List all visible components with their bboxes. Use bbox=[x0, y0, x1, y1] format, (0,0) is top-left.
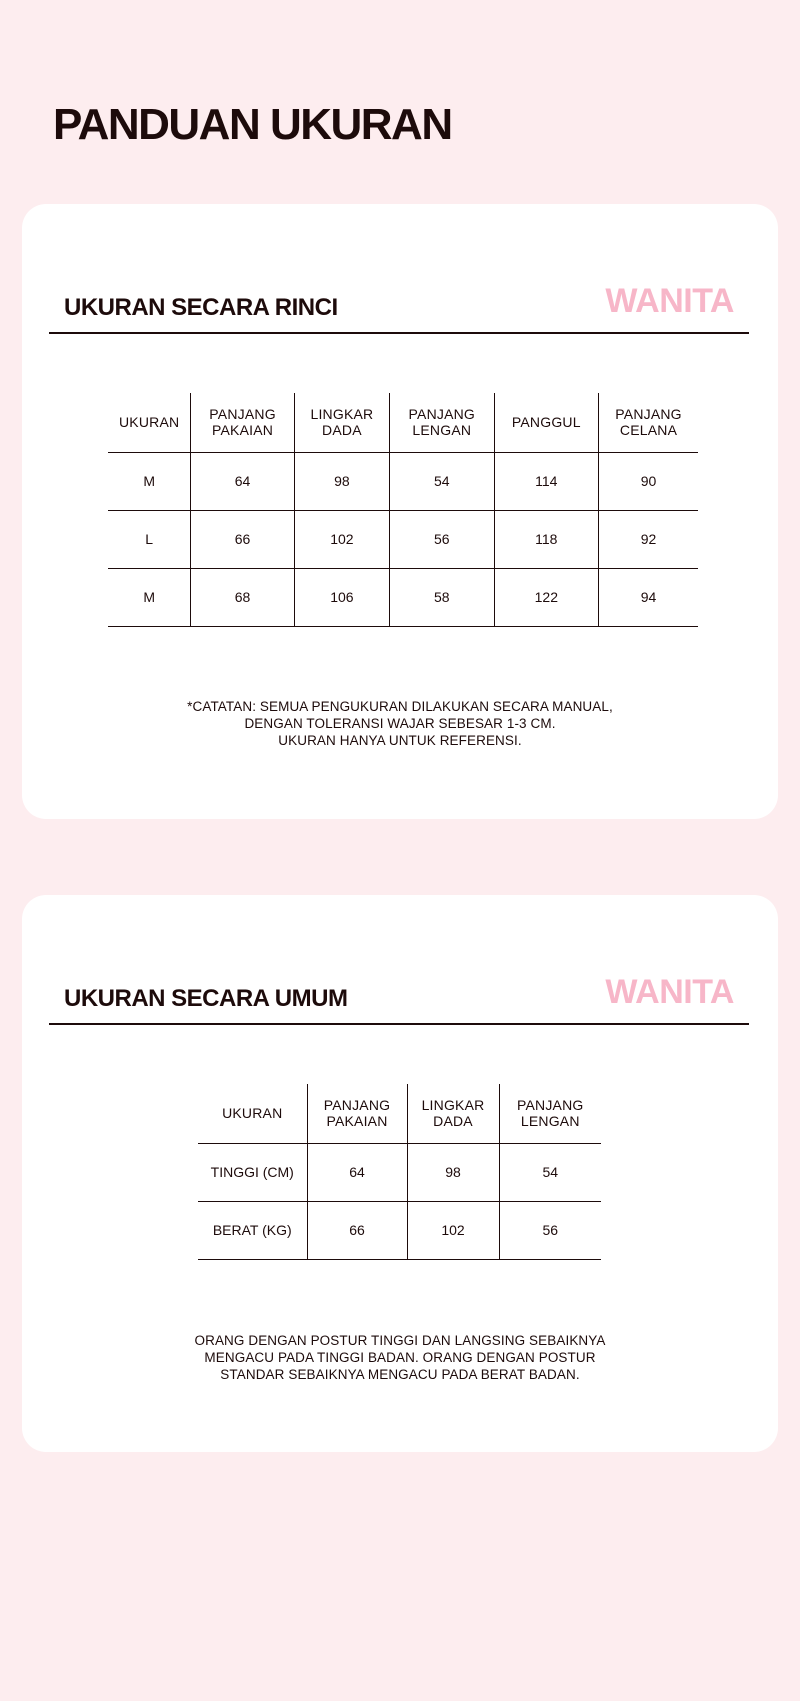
column-header-size: UKURAN bbox=[198, 1084, 307, 1143]
table-cell: L bbox=[108, 510, 191, 568]
table-cell: 102 bbox=[407, 1201, 499, 1259]
table-cell: 64 bbox=[307, 1143, 407, 1201]
table-cell: 68 bbox=[191, 568, 295, 626]
table-cell: 98 bbox=[407, 1143, 499, 1201]
column-header-chest: LINGKAR DADA bbox=[407, 1084, 499, 1143]
table-cell: 102 bbox=[294, 510, 389, 568]
table-cell: 94 bbox=[599, 568, 698, 626]
table-row bbox=[198, 1143, 601, 1201]
table-cell: 56 bbox=[499, 1201, 601, 1259]
table-cell: M bbox=[108, 568, 191, 626]
page-title: PANDUAN UKURAN bbox=[53, 100, 452, 149]
posture-guidance-note: ORANG DENGAN POSTUR TINGGI DAN LANGSING SEBAIKNYA MENGACU PADA TINGGI BADAN. ORANG DENGAN POSTUR STANDAR SEBAIKNYA MENGACU PADA BERAT BADAN. bbox=[194, 1333, 606, 1382]
column-header-sleeve-length: PANJANG LENGAN bbox=[390, 393, 495, 452]
column-header-hip: PANGGUL bbox=[494, 393, 599, 452]
detailed-size-header bbox=[49, 282, 749, 334]
table-cell: 90 bbox=[599, 452, 698, 510]
detailed-size-heading: UKURAN SECARA RINCI bbox=[64, 294, 338, 321]
column-header-size: UKURAN bbox=[108, 393, 191, 452]
detailed-size-card bbox=[22, 204, 778, 819]
detailed-size-gender-tag: WANITA bbox=[605, 282, 734, 320]
measurement-note: *CATATAN: SEMUA PENGUKURAN DILAKUKAN SECARA MANUAL, DENGAN TOLERANSI WAJAR SEBESAR 1-3 CM. UKURAN HANYA UNTUK REFERENSI. bbox=[187, 699, 613, 748]
general-size-header bbox=[49, 973, 749, 1025]
table-row bbox=[108, 568, 698, 626]
table-cell: M bbox=[108, 452, 191, 510]
table-cell: 54 bbox=[390, 452, 495, 510]
table-cell: 98 bbox=[294, 452, 389, 510]
column-header-sleeve-length: PANJANG LENGAN bbox=[499, 1084, 601, 1143]
column-header-chest: LINGKAR DADA bbox=[294, 393, 389, 452]
table-cell: 56 bbox=[390, 510, 495, 568]
general-size-table bbox=[198, 1084, 601, 1260]
table-cell: 92 bbox=[599, 510, 698, 568]
general-size-gender-tag: WANITA bbox=[605, 973, 734, 1011]
table-cell: 64 bbox=[191, 452, 295, 510]
table-cell: 54 bbox=[499, 1143, 601, 1201]
table-cell: 118 bbox=[494, 510, 599, 568]
table-cell: 114 bbox=[494, 452, 599, 510]
general-size-card bbox=[22, 895, 778, 1452]
general-size-heading: UKURAN SECARA UMUM bbox=[64, 985, 348, 1012]
table-cell: 106 bbox=[294, 568, 389, 626]
table-cell: 58 bbox=[390, 568, 495, 626]
table-cell: BERAT (KG) bbox=[198, 1201, 307, 1259]
table-header-row bbox=[108, 393, 698, 452]
table-cell: 66 bbox=[307, 1201, 407, 1259]
table-cell: 122 bbox=[494, 568, 599, 626]
column-header-garment-length: PANJANG PAKAIAN bbox=[307, 1084, 407, 1143]
column-header-pants-length: PANJANG CELANA bbox=[599, 393, 698, 452]
table-row bbox=[108, 452, 698, 510]
table-cell: TINGGI (CM) bbox=[198, 1143, 307, 1201]
column-header-garment-length: PANJANG PAKAIAN bbox=[191, 393, 295, 452]
table-cell: 66 bbox=[191, 510, 295, 568]
table-row bbox=[198, 1201, 601, 1259]
table-header-row bbox=[198, 1084, 601, 1143]
detailed-size-table bbox=[108, 393, 698, 627]
table-row bbox=[108, 510, 698, 568]
